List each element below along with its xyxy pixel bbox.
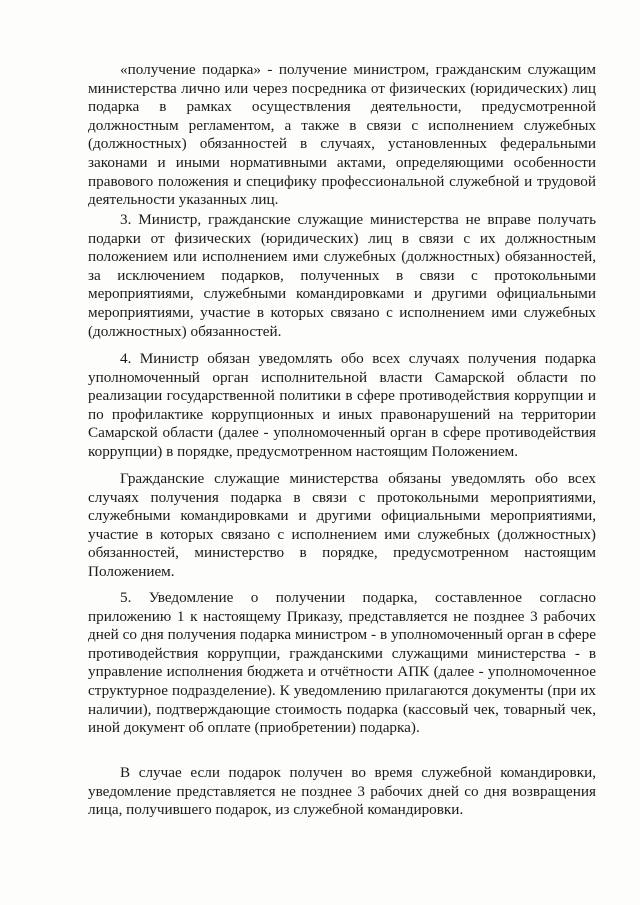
paragraph-civil-servants [88,470,596,582]
paragraph-text: 4. Министр обязан уведомлять обо всех случаях получения подарка уполномоченный орган исполнительной власти Самарской области по реализации государственной политики в сфере противодействия коррупции и по профилактике коррупционных и иных правонарушений на территории Самарской области (далее - уполномоченный орган в сфере противодействия коррупции) в порядке, предусмотренном настоящим Положением. [88,350,596,460]
paragraph-gift-definition [88,61,596,210]
paragraph-text: Гражданские служащие министерства обязаны уведомлять обо всех случаях получения подарка в связи с протокольными мероприятиями, служебными командировками и другими официальными мероприятиями, участие в которых связано с исполнением ими служебных (должностных) обязанностей, министерство в порядке, предусмотренном настоящим Положением. [88,470,596,580]
paragraph-text: 3. Министр, гражданские служащие министерства не вправе получать подарки от физических (юридических) лиц в связи с их должностным положением или исполнением ими служебных (должностных) обязанностей, за исключением подарков, полученных в связи с протокольными мероприятиями, служебными командировками и другими официальными мероприятиями, участие в которых связано с исполнением ими служебных (должностных) обязанностей. [88,211,596,340]
paragraph-text: «получение подарка» - получение министром, гражданским служащим министерства лично или через посредника от физических (юридических) лиц подарка в рамках осуществления деятельности, предусмотренной должностным регламентом, а также в связи с исполнением служебных (должностных) обязанностей в случаях, установленных федеральными законами и иными нормативными актами, определяющими особенности правового положения и специфику профессиональной служебной и трудовой деятельности указанных лиц. [88,61,596,209]
paragraph-item-5 [88,589,596,738]
paragraph-business-trip [88,764,596,820]
paragraph-item-4 [88,350,596,462]
paragraph-item-3 [88,211,596,341]
paragraph-text: 5. Уведомление о получении подарка, составленное согласно приложению 1 к настоящему Приказу, представляется не позднее 3 рабочих дней со дня получения подарка министром - в уполномоченный орган в сфере противодействия коррупции, гражданскими служащими министерства - в управление исполнения бюджета и отчётности АПК (далее - уполномоченное структурное подразделение). К уведомлению прилагаются документы (при их наличии), подтверждающие стоимость подарка (кассовый чек, товарный чек, иной документ об оплате (приобретении) подарка). [88,589,596,737]
paragraph-text: В случае если подарок получен во время служебной командировки, уведомление представляется не позднее 3 рабочих дней со дня возвращения лица, получившего подарок, из служебной командировки. [88,764,596,819]
